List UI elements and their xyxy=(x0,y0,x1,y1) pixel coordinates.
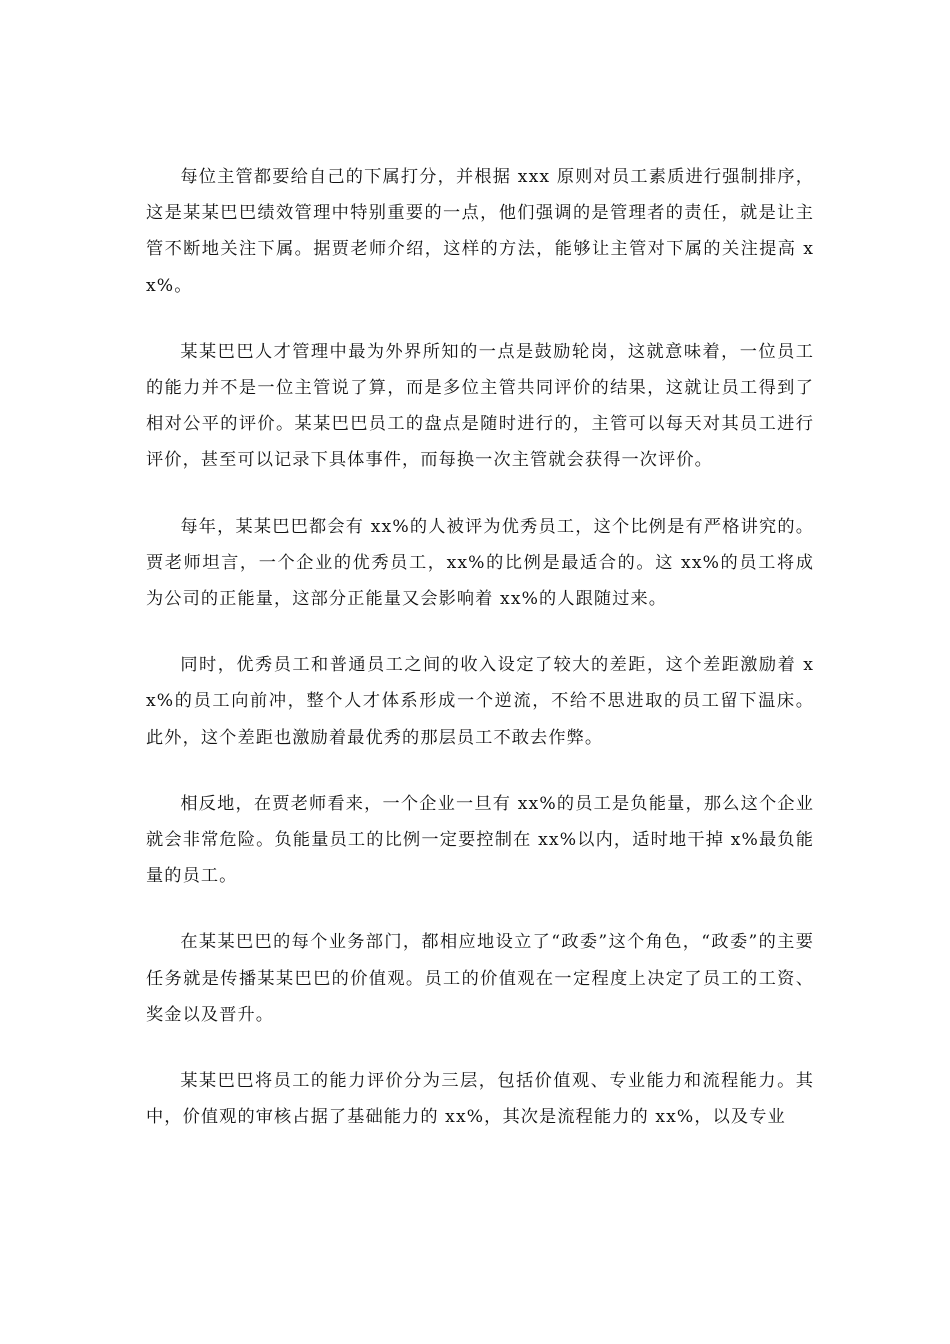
paragraph-job-rotation: 某某巴巴人才管理中最为外界所知的一点是鼓励轮岗，这就意味着，一位员工的能力并不是一位主管说了算，而是多位主管共同评价的结果，这就让员工得到了相对公平的评价。某某巴巴员工的盘点是随时进行的，主管可以每天对其员工进行评价，甚至可以记录下具体事件，而每换一次主管就会获得一次评价。 xyxy=(146,341,814,471)
paragraph-negative-energy: 相反地，在贾老师看来，一个企业一旦有 xx%的员工是负能量，那么这个企业就会非常危险。负能量员工的比例一定要控制在 xx%以内，适时地干掉 x%最负能量的员工。 xyxy=(146,793,814,887)
paragraph-income-gap: 同时，优秀员工和普通员工之间的收入设定了较大的差距，这个差距激励着 xx%的员工向前冲，整个人才体系形成一个逆流，不给不思进取的员工留下温床。此外，这个差距也激励着最优秀的那层员工不敢去作弊。 xyxy=(146,655,814,748)
paragraph-supervisor-scoring: 每位主管都要给自己的下属打分，并根据 xxx 原则对员工素质进行强制排序，这是某某巴巴绩效管理中特别重要的一点，他们强调的是管理者的责任，就是让主管不断地关注下属。据贾老师介绍，这样的方法，能够让主管对下属的关注提高 xx%。 xyxy=(146,167,814,296)
paragraph-excellent-employees: 每年，某某巴巴都会有 xx%的人被评为优秀员工，这个比例是有严格讲究的。贾老师坦言，一个企业的优秀员工，xx%的比例是最适合的。这 xx%的员工将成为公司的正能量，这部分正能量又会影响着 xx%的人跟随过来。 xyxy=(146,516,814,610)
paragraph-ability-evaluation: 某某巴巴将员工的能力评价分为三层，包括价值观、专业能力和流程能力。其中，价值观的审核占据了基础能力的 xx%，其次是流程能力的 xx%，以及专业 xyxy=(146,1071,814,1128)
paragraph-commissar-role: 在某某巴巴的每个业务部门，都相应地设立了“政委”这个角色，“政委”的主要任务就是传播某某巴巴的价值观。员工的价值观在一定程度上决定了员工的工资、奖金以及晋升。 xyxy=(146,932,814,1025)
document-body xyxy=(146,159,814,1165)
